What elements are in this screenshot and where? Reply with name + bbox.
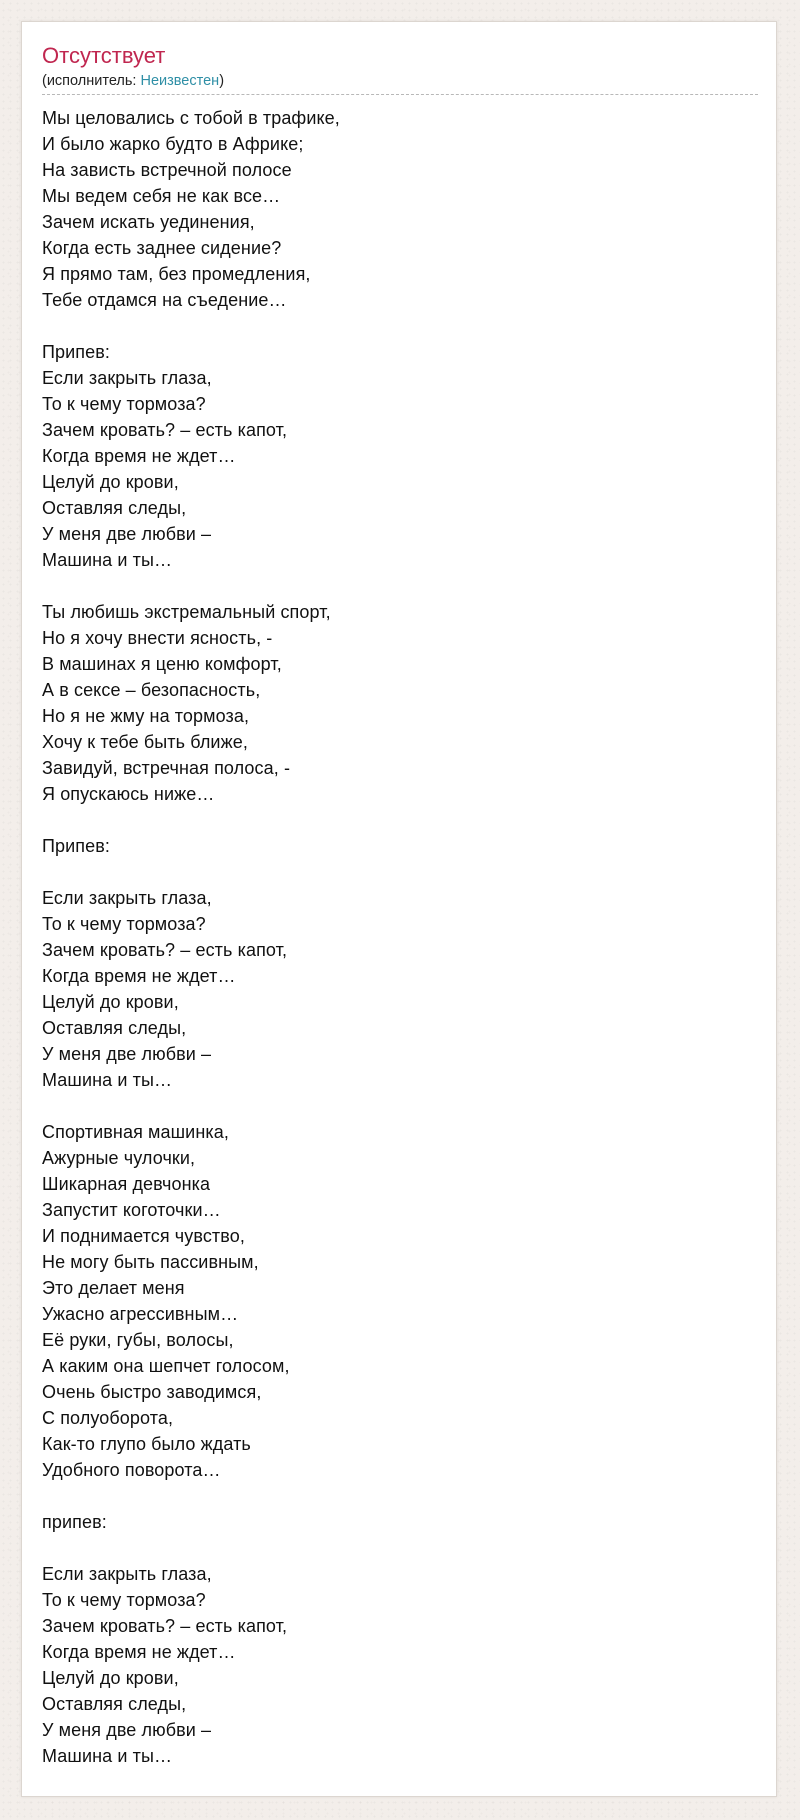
artist-line	[42, 72, 224, 90]
artist-link[interactable]: Неизвестен	[140, 73, 220, 89]
artist-prefix: (исполнитель:	[42, 73, 141, 89]
artist-suffix: )	[219, 73, 225, 89]
lyrics-text: Мы целовались с тобой в трафике, И было жарко будто в Африке; На зависть встречной полосе Мы ведем себя не как все… Зачем искать уединения, Когда есть заднее сидение? Я прямо там, без промедления, Тебе отдамся на съедение… Припев: Если закрыть глаза, То к чему тормоза? Зачем кровать? – есть капот, Когда время не ждет… Целуй до крови, Оставляя следы, У меня две любви – Машина и ты… Ты любишь экстремальный спорт, Но я хочу внести ясность, - В машинах я ценю комфорт, А в сексе – безопасность, Но я не жму на тормоза, Хочу к тебе быть ближе, Завидуй, встречная полоса, - Я опускаюсь ниже… Припев: Если закрыть глаза, То к чему тормоза? Зачем кровать? – есть капот, Когда время не ждет… Целуй до крови, Оставляя следы, У меня две любви – Машина и ты… Спортивная машинка, Ажурные чулочки, Шикарная девчонка Запустит коготочки… И поднимается чувство, Не могу быть пассивным, Это делает меня Ужасно агрессивным… Её руки, губы, волосы, А каким она шепчет голосом, Очень быстро заводимся, С полуоборота, Как-то глупо было ждать Удобного поворота… припев: Если закрыть глаза, То к чему тормоза? Зачем кровать? – есть капот, Когда время не ждет… Целуй до крови, Оставляя следы, У меня две любви – Машина и ты…	[42, 108, 340, 1766]
lyrics-card	[21, 21, 777, 1797]
song-header	[42, 42, 758, 95]
song-title: Отсутствует	[42, 43, 166, 68]
